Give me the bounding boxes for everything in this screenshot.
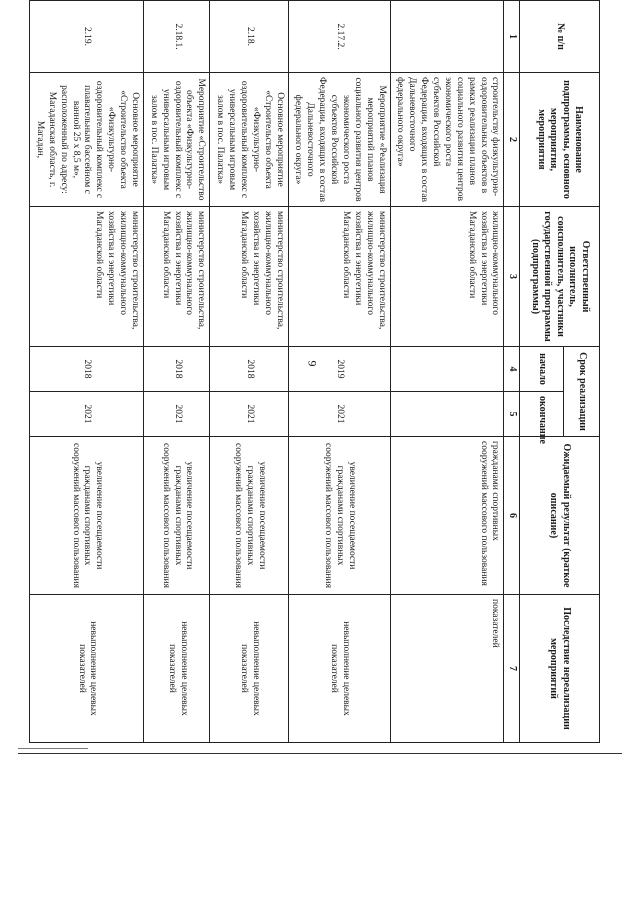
- row-executor: жилищно-коммунального хозяйства и энергетики Магаданской области: [390, 207, 504, 347]
- row-consequence: невыполнение целевых показателей: [210, 595, 288, 743]
- row-start: 2019: [288, 347, 390, 392]
- page-divider-short: [18, 748, 88, 749]
- column-number: 1: [504, 1, 520, 73]
- table-row: [30, 1, 144, 743]
- row-start: 2018: [210, 347, 288, 392]
- row-start: 2018: [144, 347, 210, 392]
- row-result: увеличение посещаемости гражданами спортивных сооружений массового пользования: [210, 437, 288, 595]
- row-end: 2021: [288, 392, 390, 437]
- row-code: 2.17.2.: [288, 1, 390, 73]
- header-result: Ожидаемый результат (краткое описание): [520, 437, 600, 595]
- table-row: [210, 1, 288, 743]
- row-name: Основное мероприятие «Строительство объекта «Физкультурно-оздоровительный комплекс с плавательным бассейном с ванной 25 х 8,5 м», расположенный по адресу: Магаданская область, г. Магадан,: [30, 73, 144, 207]
- program-activities-table: [29, 0, 600, 743]
- row-result: увеличение посещаемости гражданами спортивных сооружений массового пользования: [288, 437, 390, 595]
- row-consequence: невыполнение целевых показателей: [30, 595, 144, 743]
- row-result: увеличение посещаемости гражданами спортивных сооружений массового пользования: [30, 437, 144, 595]
- column-number: 6: [504, 437, 520, 595]
- header-end: окончание: [520, 392, 564, 437]
- page-divider: [18, 753, 622, 754]
- column-number: 3: [504, 207, 520, 347]
- header-name: Наименование подпрограммы, основного мероприятия, мероприятия: [520, 73, 600, 207]
- table-wrapper: [35, 0, 600, 742]
- row-code: 2.19.: [30, 1, 144, 73]
- column-number: 4: [504, 347, 520, 392]
- column-number: 7: [504, 595, 520, 743]
- row-executor: министерство строительства, жилищно-коммунального хозяйства и энергетики Магаданской области: [144, 207, 210, 347]
- row-end: [390, 392, 504, 437]
- header-consequence: Последствие нереализации мероприятий: [520, 595, 600, 743]
- header-term: Срок реализации: [564, 347, 600, 437]
- row-consequence: невыполнение целевых показателей: [144, 595, 210, 743]
- row-code: 2.18.: [210, 1, 288, 73]
- page-number: 9: [305, 360, 320, 367]
- header-row: [564, 1, 600, 743]
- row-start: 2018: [30, 347, 144, 392]
- row-name: Мероприятие «Реализация мероприятий планов социального развития центров экономического роста субъектов Российской Федерации, входящих в состав Дальневосточного федерального округа»: [288, 73, 390, 207]
- table-row: [390, 1, 504, 743]
- row-name: Основное мероприятие «Строительство объекта «Физкультурно-оздоровительный комплекс с универсальным игровым залом в пос. Палатка»: [210, 73, 288, 207]
- row-end: 2021: [144, 392, 210, 437]
- row-executor: министерство строительства, жилищно-коммунального хозяйства и энергетики Магаданской области: [288, 207, 390, 347]
- row-executor: министерство строительства, жилищно-коммунального хозяйства и энергетики Магаданской области: [30, 207, 144, 347]
- column-number: 2: [504, 73, 520, 207]
- row-name: строительству физкультурно-оздоровительных объектов в рамках реализации планов социального развития центров экономического роста субъектов Российской Федерации, входящих в состав Дальневосточного федерального округа»: [390, 73, 504, 207]
- row-end: 2021: [30, 392, 144, 437]
- row-consequence: показателей: [390, 595, 504, 743]
- column-number: 5: [504, 392, 520, 437]
- row-end: 2021: [210, 392, 288, 437]
- header-number: № п/п: [520, 1, 600, 73]
- row-name: Мероприятие «Строительство объекта «Физкультурно-оздоровительный комплекс с универсальным игровым залом в пос. Палатка»: [144, 73, 210, 207]
- header-start: начало: [520, 347, 564, 392]
- row-code: [390, 1, 504, 73]
- row-code: 2.18.1.: [144, 1, 210, 73]
- column-number-row: [504, 1, 520, 743]
- row-executor: министерство строительства, жилищно-коммунального хозяйства и энергетики Магаданской области: [210, 207, 288, 347]
- row-start: [390, 347, 504, 392]
- rotated-table-container: [35, 0, 600, 742]
- row-result: гражданами спортивных сооружений массового пользования: [390, 437, 504, 595]
- row-consequence: невыполнение целевых показателей: [288, 595, 390, 743]
- table-row: [288, 1, 390, 743]
- table-row: [144, 1, 210, 743]
- row-result: увеличение посещаемости гражданами спортивных сооружений массового пользования: [144, 437, 210, 595]
- header-executor: Ответственный исполнитель, соисполнитель, участники государственной программы (подпрограммы): [520, 207, 600, 347]
